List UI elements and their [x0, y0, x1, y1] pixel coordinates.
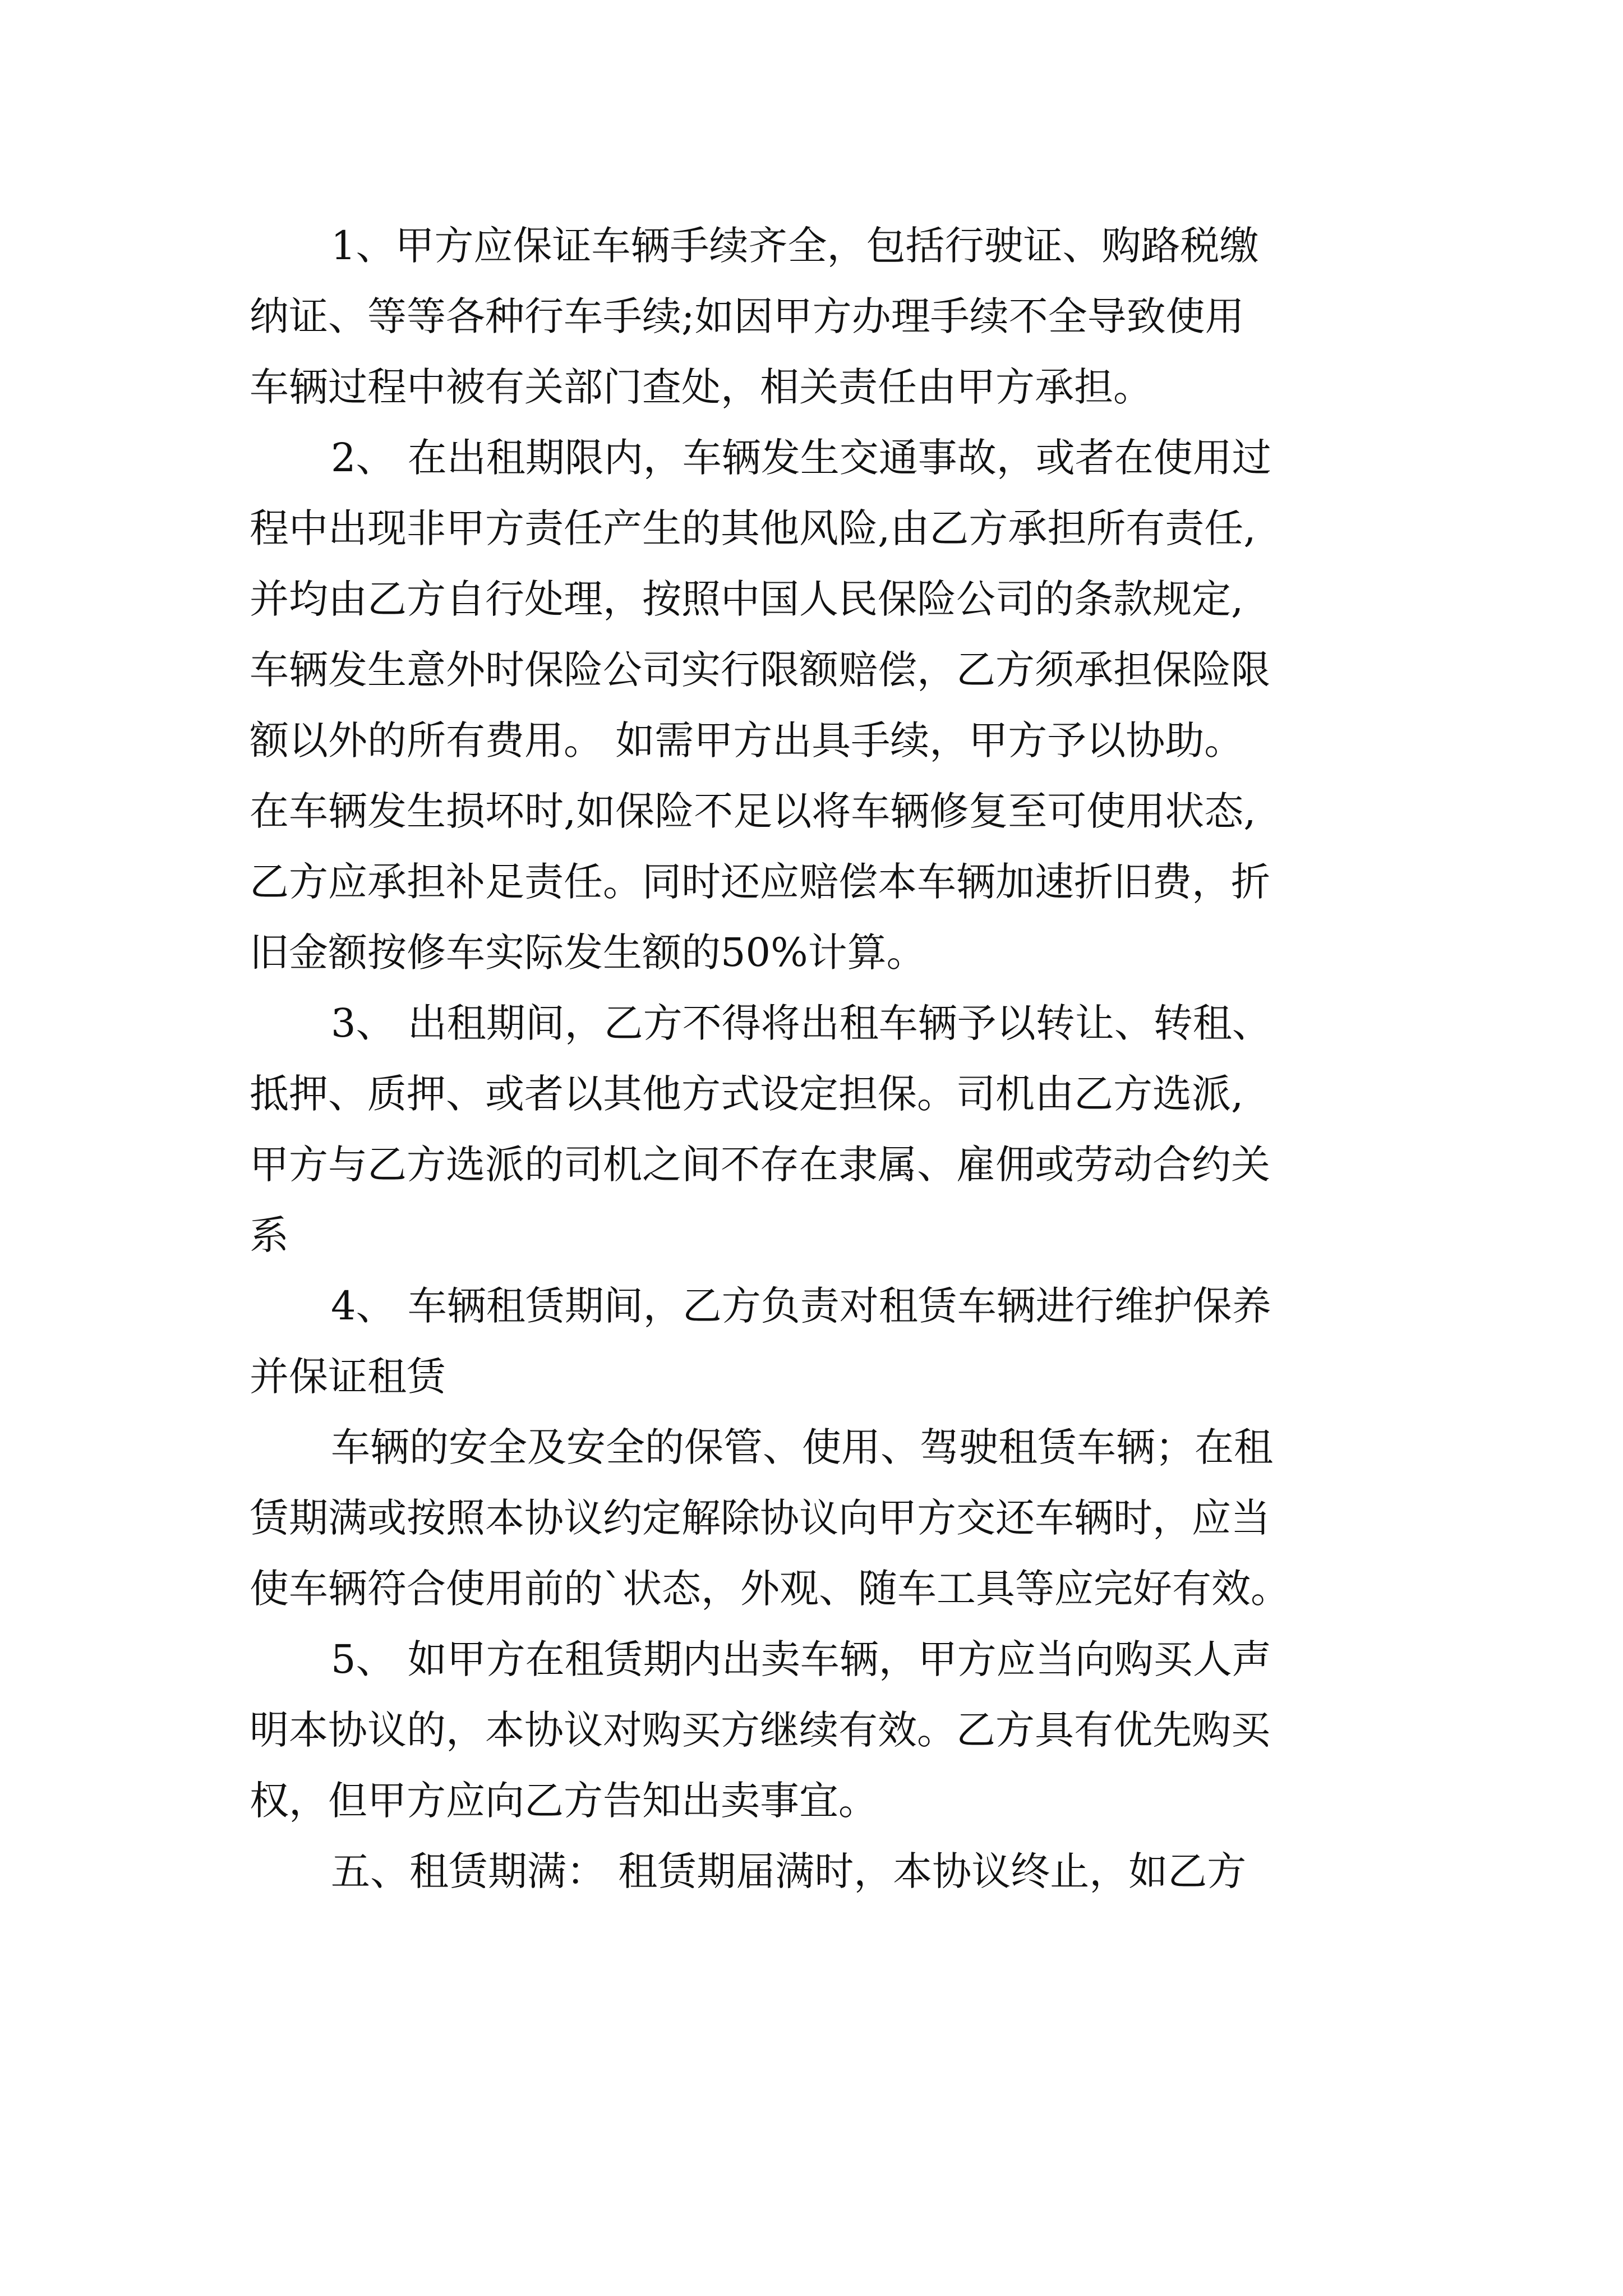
text-line: 5、 如甲方在租赁期内出卖车辆，甲方应当向购买人声	[331, 1636, 1271, 1682]
text-line: 1、甲方应保证车辆手续齐全，包括行驶证、购路税缴	[331, 223, 1259, 269]
clause-2	[250, 422, 1377, 988]
clause-1	[250, 210, 1377, 422]
text-line: 权，但甲方应向乙方告知出卖事宜。	[250, 1778, 878, 1824]
document-body	[250, 210, 1377, 1907]
text-line: 抵押、质押、或者以其他方式设定担保。司机由乙方选派,	[250, 1071, 1244, 1117]
section-five-heading	[250, 1836, 1377, 1907]
text-line: 系	[250, 1212, 289, 1258]
text-line: 纳证、等等各种行车手续;如因甲方办理手续不全导致使用	[250, 293, 1244, 339]
text-line: 在车辆发生损坏时,如保险不足以将车辆修复至可使用状态,	[250, 788, 1256, 834]
text-line: 程中出现非甲方责任产生的其他风险,由乙方承担所有责任,	[250, 505, 1256, 551]
clause-5	[250, 1624, 1377, 1836]
text-line: 使车辆符合使用前的`状态，外观、随车工具等应完好有效。	[250, 1566, 1290, 1612]
text-line: 赁期满或按照本协议约定解除协议向甲方交还车辆时，应当	[250, 1495, 1270, 1541]
clause-3	[250, 988, 1377, 1271]
text-line: 甲方与乙方选派的司机之间不存在隶属、雇佣或劳动合约关	[250, 1142, 1270, 1188]
text-line: 4、 车辆租赁期间，乙方负责对租赁车辆进行维护保养	[331, 1283, 1271, 1329]
text-line: 乙方应承担补足责任。同时还应赔偿本车辆加速折旧费，折	[250, 859, 1270, 905]
text-line: 3、 出租期间，乙方不得将出租车辆予以转让、转租、	[331, 1000, 1271, 1046]
text-line: 车辆发生意外时保险公司实行限额赔偿，乙方须承担保险限	[250, 647, 1270, 693]
text-line: 明本协议的，本协议对购买方继续有效。乙方具有优先购买	[250, 1707, 1270, 1753]
clause-4	[250, 1271, 1377, 1412]
text-line: 2、 在出租期限内，车辆发生交通事故，或者在使用过	[331, 435, 1271, 481]
text-line: 五、租赁期满： 租赁期届满时，本协议终止，如乙方	[331, 1848, 1247, 1894]
text-line: 车辆过程中被有关部门查处，相关责任由甲方承担。	[250, 364, 1152, 410]
clause-4-continued	[250, 1412, 1377, 1624]
text-line: 并保证租赁	[250, 1354, 446, 1400]
text-line: 旧金额按修车实际发生额的50%计算。	[250, 930, 926, 976]
text-line: 额以外的所有费用。 如需甲方出具手续，甲方予以协助。	[250, 717, 1244, 763]
text-line: 并均由乙方自行处理，按照中国人民保险公司的条款规定,	[250, 576, 1244, 622]
text-line: 车辆的安全及安全的保管、使用、驾驶租赁车辆；在租	[331, 1424, 1273, 1470]
